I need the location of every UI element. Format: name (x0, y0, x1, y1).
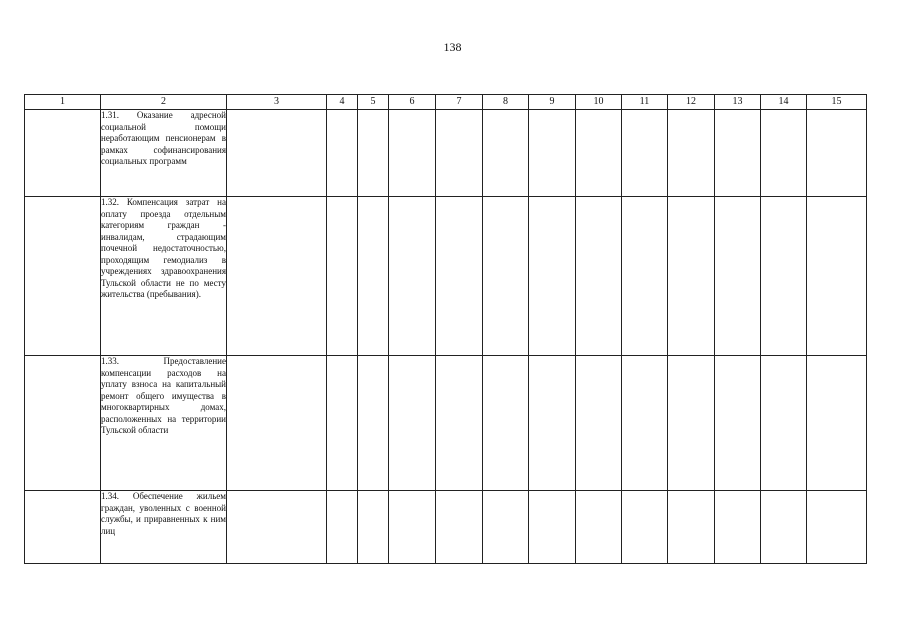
table-cell (389, 197, 436, 356)
table-cell (715, 110, 761, 197)
table-cell (622, 110, 668, 197)
table-cell (327, 356, 358, 491)
table-cell (436, 110, 483, 197)
column-header: 4 (327, 95, 358, 110)
table-cell (389, 491, 436, 564)
table-cell (807, 110, 867, 197)
table-cell (436, 491, 483, 564)
column-header: 12 (668, 95, 715, 110)
row-description: 1.32. Компенсация затрат на оплату проезда отдельным категориям граждан - инвалидам, страдающим почечной недостаточностью, проходящим гемодиализ в учреждениях здравоохранения Тульской области не по месту жительства (пребывания). (101, 197, 227, 356)
column-header: 5 (358, 95, 389, 110)
table-cell (483, 110, 529, 197)
row-description: 1.33. Предоставление компенсации расходов на уплату взноса на капитальный ремонт общего имущества в многоквартирных домах, расположенных на территории Тульской области (101, 356, 227, 491)
column-header: 11 (622, 95, 668, 110)
table-cell (668, 110, 715, 197)
table-cell (576, 491, 622, 564)
table-cell (807, 491, 867, 564)
table-cell (761, 491, 807, 564)
table-header-row (25, 95, 867, 110)
column-header: 3 (227, 95, 327, 110)
column-header: 13 (715, 95, 761, 110)
table-cell (227, 110, 327, 197)
row-description: 1.31. Оказание адресной социальной помощи неработающим пенсионерам в рамках софинансирования социальных программ (101, 110, 227, 197)
table-cell (576, 110, 622, 197)
page-number: 138 (443, 40, 462, 54)
table-cell (761, 197, 807, 356)
table-cell (389, 110, 436, 197)
column-header: 8 (483, 95, 529, 110)
table-cell (576, 197, 622, 356)
table-row (25, 197, 867, 356)
table-cell (668, 491, 715, 564)
column-header: 1 (25, 95, 101, 110)
column-header: 6 (389, 95, 436, 110)
data-table (24, 94, 867, 564)
table-row (25, 110, 867, 197)
table-cell (227, 356, 327, 491)
table-row (25, 491, 867, 564)
table-cell (576, 356, 622, 491)
column-header: 9 (529, 95, 576, 110)
table-cell (389, 356, 436, 491)
column-header: 7 (436, 95, 483, 110)
table-cell (622, 197, 668, 356)
table-cell (761, 110, 807, 197)
table-cell (807, 197, 867, 356)
table-cell (227, 491, 327, 564)
table-cell (529, 356, 576, 491)
table-cell (436, 197, 483, 356)
table-cell (529, 491, 576, 564)
table-row (25, 356, 867, 491)
column-header: 14 (761, 95, 807, 110)
table-cell (483, 197, 529, 356)
table-cell (25, 110, 101, 197)
table-cell (358, 110, 389, 197)
column-header: 2 (101, 95, 227, 110)
table-cell (25, 491, 101, 564)
table-cell (436, 356, 483, 491)
table-cell (668, 197, 715, 356)
table-cell (622, 356, 668, 491)
table-cell (327, 197, 358, 356)
table-cell (529, 110, 576, 197)
table-cell (715, 491, 761, 564)
table-cell (327, 491, 358, 564)
row-description: 1.34. Обеспечение жильем граждан, уволенных с военной службы, и приравненных к ним лиц (101, 491, 227, 564)
table-cell (227, 197, 327, 356)
table-cell (715, 356, 761, 491)
table-cell (483, 491, 529, 564)
table-cell (358, 197, 389, 356)
column-header: 15 (807, 95, 867, 110)
table-cell (327, 110, 358, 197)
table-cell (761, 356, 807, 491)
table-cell (529, 197, 576, 356)
table-cell (715, 197, 761, 356)
table-cell (358, 356, 389, 491)
table-cell (807, 356, 867, 491)
column-header: 10 (576, 95, 622, 110)
table-cell (25, 197, 101, 356)
table-cell (483, 356, 529, 491)
table-cell (668, 356, 715, 491)
table-cell (622, 491, 668, 564)
table-cell (358, 491, 389, 564)
table-cell (25, 356, 101, 491)
